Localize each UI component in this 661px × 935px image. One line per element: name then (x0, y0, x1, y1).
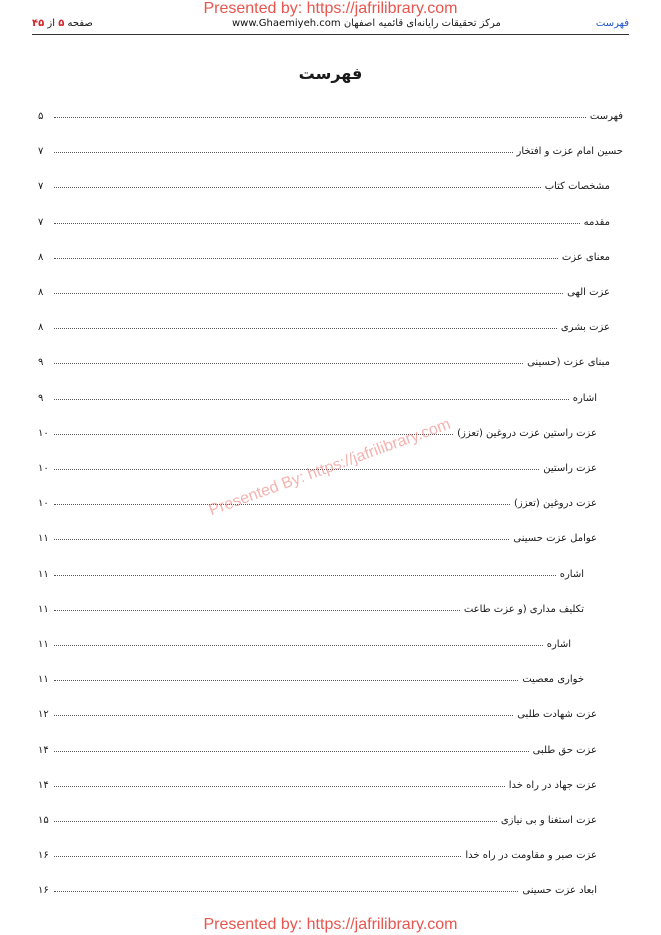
toc-dot-leader (54, 856, 461, 857)
toc-dot-leader (54, 786, 505, 787)
toc-entry[interactable] (38, 880, 597, 896)
toc-dot-leader (54, 399, 569, 400)
toc-dot-leader (54, 575, 556, 576)
toc-entry-page: ۹ (38, 357, 44, 369)
toc-dot-leader (54, 715, 513, 716)
toc-entry-label: معنای عزت (561, 251, 610, 263)
toc-entry[interactable] (38, 775, 597, 791)
toc-entry[interactable] (38, 388, 597, 404)
toc-entry-page: ۸ (38, 287, 44, 298)
toc-entry-page: ۹ (38, 392, 44, 404)
header-section-title: فهرست (595, 18, 629, 29)
toc-dot-leader (54, 821, 497, 822)
toc-entry-page: ۱۶ (38, 850, 49, 862)
toc-entry-page: ۱۱ (38, 568, 49, 580)
toc-entry-page: ۸ (38, 251, 44, 263)
toc-dot-leader (54, 891, 518, 892)
toc-entry-label: حسین امام عزت و افتخار (516, 146, 623, 158)
toc-entry[interactable] (38, 634, 571, 650)
toc-entry-page: ۱۰ (38, 498, 49, 510)
toc-dot-leader (54, 187, 541, 188)
toc-entry-label: عزت راستین عزت دروغین (تعزز) (457, 427, 597, 439)
toc-entry[interactable] (38, 564, 584, 580)
toc-entry-label: خواری معصیت (522, 674, 584, 686)
toc-entry[interactable] (38, 528, 597, 544)
toc-entry[interactable] (38, 106, 623, 122)
page-current: ۵ (58, 18, 65, 29)
page-prefix: صفحه (67, 18, 93, 29)
toc-entry-page: ۱۲ (38, 709, 49, 721)
toc-entry-label: تکلیف مداری (و عزت طاعت (463, 603, 584, 615)
toc-entry-page: ۸ (38, 322, 44, 334)
toc-entry[interactable] (38, 141, 623, 157)
toc-entry[interactable] (38, 423, 597, 439)
toc-entry[interactable] (38, 810, 597, 826)
toc-dot-leader (54, 610, 460, 611)
toc-entry[interactable] (38, 282, 610, 298)
toc-entry-page: ۱۰ (38, 463, 49, 474)
toc-entry-label: ابعاد عزت حسینی (522, 885, 597, 897)
toc-entry-page: ۱۵ (38, 815, 49, 826)
toc-entry-page: ۱۴ (38, 744, 49, 756)
toc-entry-label: اشاره (572, 392, 597, 404)
toc-entry-label: عوامل عزت حسینی (513, 533, 597, 545)
toc-entry-label: اشاره (559, 568, 584, 580)
toc-entry[interactable] (38, 352, 610, 368)
toc-dot-leader (54, 223, 580, 224)
toc-entry[interactable] (38, 176, 610, 192)
header-site: www.Ghaemiyeh.com (232, 18, 341, 29)
toc-dot-leader (54, 539, 509, 540)
watermark-bottom: Presented by: https://jafrilibrary.com (203, 916, 458, 933)
toc-entry-label: فهرست (589, 111, 623, 122)
toc-entry-label: اشاره (546, 639, 571, 650)
toc-entry-page: ۵ (38, 111, 44, 122)
toc-entry[interactable] (38, 669, 584, 685)
toc-entry-page: ۱۱ (38, 674, 49, 686)
toc-entry-label: مشخصات کتاب (544, 181, 610, 193)
toc-entry-label: عزت شهادت طلبی (517, 709, 597, 721)
toc-entry[interactable] (38, 317, 610, 333)
toc-entry[interactable] (38, 247, 610, 263)
toc-entry[interactable] (38, 212, 610, 228)
toc-entry-page: ۱۰ (38, 427, 49, 439)
toc-entry[interactable] (38, 845, 597, 861)
toc-entry-page: ۷ (38, 146, 44, 158)
toc-entry-page: ۱۱ (38, 639, 49, 650)
page-sep: از (47, 18, 56, 29)
page-total: ۴۵ (32, 18, 45, 29)
toc-entry-page: ۷ (38, 181, 44, 193)
toc-entry-page: ۱۱ (38, 533, 49, 545)
toc-dot-leader (54, 293, 563, 294)
toc-dot-leader (54, 152, 513, 153)
toc-entry-page: ۱۴ (38, 779, 49, 791)
toc-entry-page: ۱۶ (38, 885, 49, 897)
toc-entry[interactable] (38, 493, 597, 509)
diagonal-watermark: Presented By: https://jafrilibrary.com (206, 415, 453, 520)
toc-dot-leader (54, 680, 518, 681)
toc-dot-leader (54, 645, 543, 646)
toc-dot-leader (54, 258, 558, 259)
toc-entry-page: ۷ (38, 216, 44, 228)
toc-entry-label: مبنای عزت (حسینی (527, 357, 610, 369)
header-institute: مرکز تحقیقات رایانه‌ای قائمیه اصفهان (343, 18, 501, 29)
toc-entry[interactable] (38, 599, 584, 615)
watermark-top: Presented by: https://jafrilibrary.com (203, 0, 458, 17)
toc-entry-label: عزت دروغین (تعزز) (514, 498, 597, 510)
toc-dot-leader (54, 117, 586, 118)
toc-entry-page: ۱۱ (38, 603, 49, 615)
toc-dot-leader (54, 328, 557, 329)
toc-dot-leader (54, 504, 510, 505)
page-title: فهرست (298, 64, 363, 83)
toc-entry-label: عزت بشری (560, 322, 610, 334)
toc-entry[interactable] (38, 704, 597, 720)
toc-entry-label: مقدمه (583, 216, 610, 228)
toc-entry-label: عزت استغنا و بی نیازی (500, 815, 597, 826)
toc-entry[interactable] (38, 740, 597, 756)
toc-dot-leader (54, 363, 523, 364)
toc-entry-label: عزت صبر و مقاومت در راه خدا (465, 850, 597, 862)
toc-dot-leader (54, 751, 529, 752)
toc-entry-label: عزت راستین (543, 463, 597, 474)
toc-entry-label: عزت جهاد در راه خدا (508, 779, 597, 791)
toc-entry-label: عزت حق طلبی (532, 744, 597, 756)
toc-entry-label: عزت الهی (567, 287, 610, 298)
